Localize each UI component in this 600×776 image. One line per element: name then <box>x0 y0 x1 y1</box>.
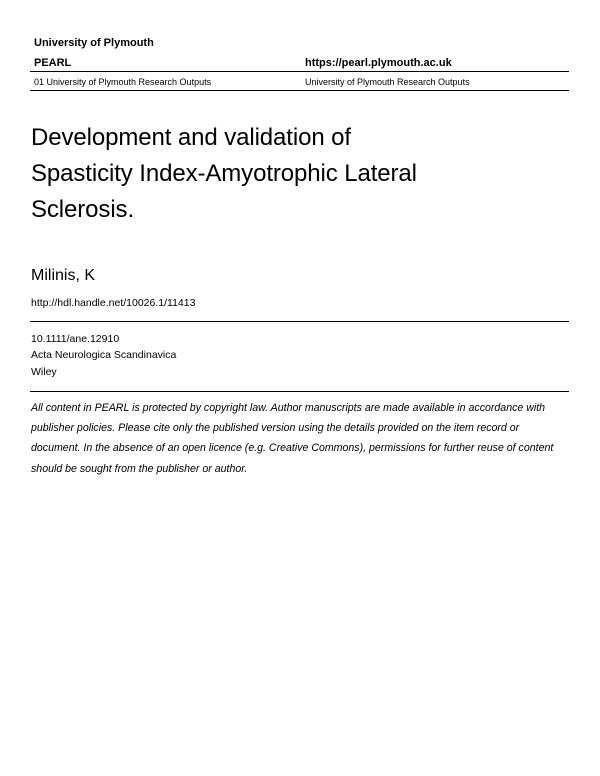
publication-divider-bottom <box>30 391 569 392</box>
title-line: Sclerosis. <box>31 196 135 223</box>
copyright-notice <box>31 398 571 479</box>
repository-name: PEARL <box>34 57 72 69</box>
handle-link[interactable]: http://hdl.handle.net/10026.1/11413 <box>31 297 196 309</box>
document-title <box>31 120 501 228</box>
title-line: Development and validation of <box>31 124 351 151</box>
journal-name: Acta Neurologica Scandinavica <box>31 349 177 361</box>
title-line: Spasticity Index-Amyotrophic Lateral <box>31 160 417 187</box>
header-divider-top <box>30 71 569 72</box>
institution-name: University of Plymouth <box>34 37 154 49</box>
notice-line: document. In the absence of an open licence (e.g. Creative Commons), permissions for further reuse of content <box>31 442 554 455</box>
notice-line: should be sought from the publisher or author. <box>31 462 248 475</box>
notice-line: publisher policies. Please cite only the published version using the details provided on the item record or <box>31 422 520 435</box>
header-divider-bottom <box>30 90 569 91</box>
doi-value: 10.1111/ane.12910 <box>31 333 120 345</box>
publication-divider-top <box>30 321 569 322</box>
left-collection-label: 01 University of Plymouth Research Outputs <box>34 77 212 87</box>
publisher-name: Wiley <box>31 366 57 378</box>
notice-line: All content in PEARL is protected by copyright law. Author manuscripts are made available in accordance with <box>31 402 546 414</box>
author-name: Milinis, K <box>31 267 96 284</box>
repository-url[interactable]: https://pearl.plymouth.ac.uk <box>305 57 452 69</box>
right-collection-label: University of Plymouth Research Outputs <box>305 77 470 87</box>
